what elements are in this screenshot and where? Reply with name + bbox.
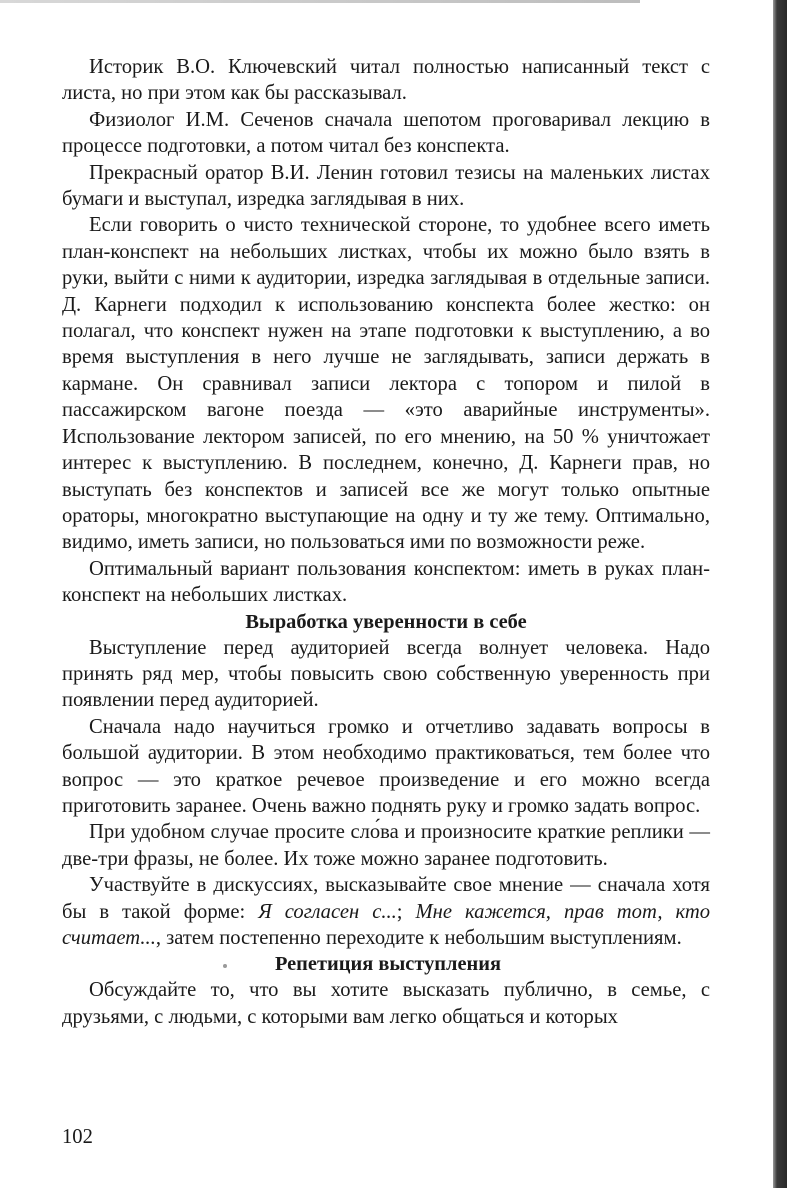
paragraph-lenin: Прекрасный оратор В.И. Ленин готовил тезисы на маленьких листах бумаги и выступал, изредка заглядывая в них. [62, 161, 710, 211]
page-number: 102 [62, 1126, 93, 1148]
paragraph-sechenov: Физиолог И.М. Сеченов сначала шепотом проговаривал лекцию в процессе подготовки, а потом читал без конспекта. [62, 108, 710, 158]
paragraph-short-remarks: При удобном случае просите сло́ва и произносите краткие реплики — две-три фразы, не более. Их тоже можно заранее подготовить. [62, 821, 710, 870]
paragraph-audience-nerves: Выступление перед аудиторией всегда волнует человека. Надо принять ряд мер, чтобы повысить свою собственную уверенность при появлении перед аудиторией. [62, 636, 710, 712]
discussions-text-middle: ; [396, 900, 416, 923]
paragraph-asking-questions: Сначала надо научиться громко и отчетливо задавать вопросы в большой аудитории. В этом необходимо практиковаться, тем более что вопрос — это краткое речевое произведение и его можно всегда приготовить заранее. Очень важно поднять руку и громко задать вопрос. [62, 715, 710, 817]
discussions-italic-phrase-1: Я согласен с... [258, 900, 397, 923]
paragraph-kluchevsky: Историк В.О. Ключевский читал полностью написанный текст с листа, но при этом как бы рассказывал. [62, 56, 710, 105]
book-spine-shadow [773, 0, 787, 1188]
scan-speck [223, 964, 227, 968]
discussions-text-start: Участвуйте в дискуссиях, высказывайте свое мнение — сначала хотя бы в такой форме: [62, 874, 710, 923]
page-body [62, 54, 710, 1030]
section-heading-rehearsal-text: Репетиция выступления [274, 953, 502, 976]
paragraph-discuss-with-family: Обсуждайте то, что вы хотите высказать публично, в семье, с друзьями, с людьми, с которыми вам легко общаться и которых [62, 979, 710, 1028]
top-edge-rule [0, 0, 640, 3]
discussions-italic-phrase-2: Мне кажется, прав тот, кто считает... [62, 900, 711, 949]
section-heading-rehearsal [62, 951, 710, 977]
paragraph-carnegie: Если говорить о чисто технической стороне, то удобнее всего иметь план-конспект на небольших листках, чтобы их можно было взять в руки, выйти с ними к аудитории, изредка заглядывая в отдельные записи. Д. Карнеги подходил к использованию конспекта более жестко: он полагал, что конспект нужен на этапе подготовки к выступлению, а во время выступления в него лучше не заглядывать, записи держать в кармане. Он сравнивал записи лектора с топором и пилой в пассажирском вагоне поезда — «это аварийные инструменты». Использование лектором записей, по его мнению, на 50 % уничтожает интерес к выступлению. В последнем, конечно, Д. Карнеги прав, но выступать без конспектов и записей все же могут только опытные ораторы, многократно выступающие на одну и ту же тему. Оптимально, видимо, иметь записи, но пользоваться ими по возможности реже. [62, 214, 710, 554]
paragraph-discussions [62, 872, 710, 951]
section-heading-confidence: Выработка уверенности в себе [245, 610, 527, 633]
paragraph-optimal-variant: Оптимальный вариант пользования конспектом: иметь в руках план-конспект на небольших листках. [62, 557, 710, 607]
discussions-text-end: , затем постепенно переходите к небольшим выступлениям. [155, 927, 682, 949]
